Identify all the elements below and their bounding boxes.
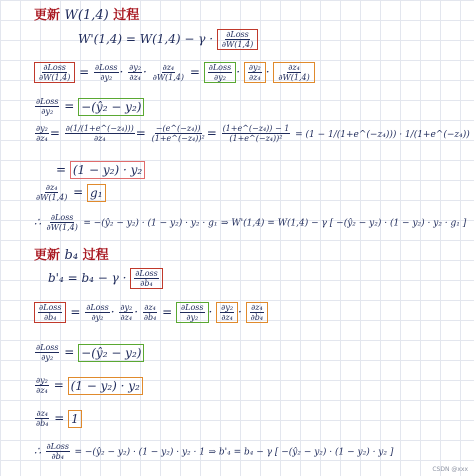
frac-den: ∂b₄ — [250, 313, 264, 322]
update-lhs: W'(1,4) = W(1,4) − γ · — [78, 32, 214, 46]
chain2-lhs-box — [34, 302, 66, 323]
frac-num: ∂Loss — [208, 63, 232, 72]
section2-heading-var: b₄ — [64, 248, 79, 263]
chain-term-2 — [128, 63, 142, 82]
frac-den: (1+e^(−z₄))² — [151, 134, 205, 143]
chain2-boxed-2 — [216, 302, 238, 323]
final-grad-frac — [46, 213, 79, 232]
frac-num: ∂y₂ — [36, 124, 48, 133]
frac-num: ∂Loss — [39, 303, 62, 312]
chain-lhs-box — [34, 62, 75, 83]
dloss-dy2-result: −(ŷ₂ − y₂) — [81, 345, 142, 360]
frac-den: ∂z₄ — [93, 134, 106, 143]
section2-heading-text: 更新 — [34, 248, 61, 263]
chain2-term-2 — [119, 303, 133, 322]
frac-den: ∂b₄ — [143, 313, 157, 322]
frac-den: ∂W(1,4) — [36, 193, 68, 202]
dz-dw-result: g₁ — [90, 185, 103, 200]
section1-heading-text: 更新 — [34, 8, 61, 23]
section2-heading — [34, 248, 109, 264]
dloss-dy-result-box — [78, 98, 144, 116]
final-grad-b-frac — [46, 442, 70, 461]
frac-num: ∂z₄ — [45, 183, 58, 192]
chain2-boxed-frac-3 — [250, 303, 264, 322]
equals: = — [162, 305, 173, 319]
dy-dz2-result: (1 − y₂) · y₂ — [70, 378, 140, 393]
chain-boxed-2 — [244, 62, 266, 83]
section1-dy-dz-result: = (1 − y₂) · y₂ — [56, 161, 145, 179]
frac-den: ∂b₄ — [140, 279, 153, 288]
chain2-lhs-frac — [38, 303, 62, 322]
frac-den: ∂b₄ — [51, 452, 64, 461]
frac-num: ∂Loss — [46, 442, 69, 451]
section1-final — [34, 213, 466, 232]
equals: = — [70, 305, 81, 319]
dy-dz-step1 — [65, 124, 135, 143]
chain-boxed-frac-2 — [248, 63, 262, 82]
chain-term-1 — [94, 63, 118, 82]
dy-dz2-frac — [35, 376, 49, 395]
frac-den: ∂z₄ — [120, 313, 133, 322]
dloss-dy-frac — [35, 97, 59, 116]
frac-num: ∂y₂ — [221, 303, 234, 312]
frac-num: ∂y₂ — [36, 376, 48, 385]
section2-heading-suffix: 过程 — [82, 248, 109, 263]
chain2-boxed-3 — [246, 302, 268, 323]
section2-dy-dz: $\frac{\text{∂y₂}}{\text{∂z₄}}$ = (1 − y₂) · y₂ — [34, 376, 143, 395]
frac-num: ∂Loss — [181, 303, 204, 312]
frac-num: ∂z₄ — [288, 63, 300, 72]
frac-den: ∂b₄ — [36, 419, 49, 428]
dloss-dy-result: −(ŷ₂ − y₂) — [81, 99, 142, 114]
final-update-2: ⇒ b'₄ = b₄ − γ [ −(ŷ₂ − y₂) · (1 − y₂) · y₂ ] — [208, 447, 394, 458]
dz-dw-frac — [35, 183, 68, 202]
dy-dz-frac — [35, 124, 49, 143]
chain2-boxed-frac-2 — [220, 303, 234, 322]
frac-num: ∂Loss — [135, 269, 158, 278]
frac-den: ∂W(1,4) — [221, 40, 254, 49]
frac-num: ∂Loss — [226, 30, 249, 39]
dy-dz-step4: = (1 − 1/(1+e^(−z₄))) · 1/(1+e^(−z₄)) — [295, 130, 470, 140]
frac-num: (1+e^(−z₄)) − 1 — [222, 124, 290, 133]
dy-dz-result-box — [70, 161, 145, 179]
therefore-symbol: ∴ — [34, 215, 41, 229]
frac-den: ∂y₂ — [100, 73, 113, 82]
dy-dz-step3 — [222, 124, 291, 143]
frac-den: ∂y₂ — [186, 313, 199, 322]
section2-chain-rule: ∂Loss ∂b₄ = ∂Loss ∂y₂ · $\frac{\text{∂y₂}}{\text{∂z₄}}$ · $\frac{\text{∂z₄}}{\text{∂b₄}}$ = ∂Loss ∂y₂ · $\frac{\text{∂y₂}}{\text{∂z₄}}$ · $\frac{\text{∂z₄}}{\text{∂b₄}}$ — [34, 302, 268, 323]
chain-boxed-1 — [204, 62, 236, 83]
loss-grad-w — [221, 30, 254, 49]
frac-num: ∂Loss — [95, 63, 118, 72]
frac-den: ∂y₂ — [41, 107, 54, 116]
frac-num: ∂z₄ — [36, 409, 49, 418]
chain-term-3 — [152, 63, 185, 82]
dz-db-frac — [35, 409, 49, 428]
final-update: ⇒ W'(1,4) = W(1,4) − γ [ −(ŷ₂ − y₂) · (1 − y₂) · y₂ · g₁ ] — [220, 218, 467, 229]
frac-num: ∂Loss — [36, 97, 59, 106]
final-rhs-2: = −(ŷ₂ − y₂) · (1 − y₂) · y₂ · 1 — [74, 447, 205, 458]
frac-num: −(e^(−z₄)) — [155, 124, 201, 133]
frac-den: ∂z₄ — [249, 73, 261, 82]
frac-num: ∂Loss — [43, 63, 66, 72]
frac-num: ∂Loss — [50, 213, 74, 222]
frac-num: ∂y₂ — [248, 63, 261, 72]
loss-grad-b-box — [130, 268, 162, 289]
frac-num: ∂Loss — [36, 343, 59, 352]
equals: = — [189, 65, 200, 79]
frac-den: ∂y₂ — [41, 353, 54, 362]
frac-den: ∂z₄ — [221, 313, 233, 322]
frac-num: ∂(1/(1+e^(−z₄))) — [65, 124, 134, 133]
dy-dz2-result-box — [68, 377, 143, 395]
frac-num: ∂z₄ — [144, 303, 156, 312]
frac-den: ∂W(1,4) — [46, 223, 78, 232]
frac-num: ∂y₂ — [120, 303, 133, 312]
frac-den: ∂b₄ — [44, 313, 57, 322]
frac-den: ∂y₂ — [214, 73, 226, 82]
dloss-dy2-result-box — [78, 344, 144, 362]
chain-boxed-3 — [273, 62, 314, 83]
frac-den: ∂W(1,4) — [152, 73, 185, 82]
watermark: CSDN @xxx — [432, 466, 468, 473]
chain2-boxed-frac-1 — [180, 303, 204, 322]
dz-dw-result-box — [87, 184, 106, 202]
section2-final — [34, 442, 393, 461]
frac-num: ∂z₄ — [251, 303, 263, 312]
section1-chain-rule: ∂Loss ∂W(1,4) = ∂Loss ∂y₂ · $\frac{\text{∂y₂}}{\text{∂z₄}}$ · $\frac{\text{∂z₄}}{\partial W(1,4)}$ = ∂Loss ∂y₂ · $\frac{\text{∂y₂}}{\text{∂z₄}}$ · $\frac{\text{∂z₄}}{\partial W(1,4)}$ — [34, 62, 315, 83]
section1-update-rule — [78, 29, 258, 50]
chain2-boxed-1 — [176, 302, 208, 323]
section1-heading-var: W(1,4) — [64, 8, 109, 23]
loss-grad-b — [134, 269, 158, 288]
update-lhs: b'₄ = b₄ − γ · — [48, 271, 127, 285]
frac-num: ∂y₂ — [129, 63, 142, 72]
therefore-symbol-2: ∴ — [34, 444, 41, 458]
dz-db-result-box — [68, 410, 82, 428]
chain2-term-3 — [143, 303, 157, 322]
chain-boxed-frac-3 — [277, 63, 310, 82]
frac-den: ∂y₂ — [91, 313, 104, 322]
section2-update-rule — [48, 268, 163, 289]
section1-heading — [34, 8, 139, 24]
frac-num: ∂z₄ — [162, 63, 175, 72]
loss-grad-w-box — [217, 29, 258, 50]
frac-den: ∂z₄ — [36, 134, 48, 143]
dy-dz-step2 — [151, 124, 206, 143]
chain-lhs-frac — [38, 63, 71, 82]
frac-den: ∂W(1,4) — [278, 73, 310, 82]
chain2-term-1 — [85, 303, 109, 322]
dloss-dy2-frac — [35, 343, 59, 362]
section2-dloss-dy: ∂Loss ∂y₂ = −(ŷ₂ − y₂) — [34, 343, 144, 362]
frac-num: ∂Loss — [86, 303, 109, 312]
dy-dz-result: (1 − y₂) · y₂ — [72, 163, 143, 177]
section2-dz-db: $\frac{\text{∂z₄}}{\text{∂b₄}}$ = 1 — [34, 409, 82, 428]
frac-den: ∂W(1,4) — [39, 73, 71, 82]
section1-dy-dz: $\frac{\text{∂y₂}}{\text{∂z₄}}$ = $\frac{\text{∂(1/(1+e\textasciicircum{}(−z₄)))}}{\text{∂z₄}}$ = $\frac{\text{−(e\textasciicircum{}(−z₄))}}{\text{(1+e\textasciicircum{}(−z₄))²}}$ = $\frac{\text{(1+e\textasciicircum{}(−z₄)) − 1}}{\text{(1+e\textasciicircum{}(−z₄))²}}$ = (1 − 1/(1+e^(−z₄))) · 1/(1+e^(−z₄)) — [36, 124, 470, 143]
section1-dz-dw: $\frac{\text{∂z₄}}{\partial W(1,4)}$ = g₁ — [34, 183, 106, 202]
dz-db-result: 1 — [71, 411, 79, 426]
equals: = — [79, 65, 90, 79]
chain-boxed-frac-1 — [208, 63, 232, 82]
frac-den: ∂z₄ — [129, 73, 141, 82]
section1-dloss-dy: ∂Loss ∂y₂ = −(ŷ₂ − y₂) — [34, 97, 144, 116]
frac-den: ∂z₄ — [36, 386, 48, 395]
section1-heading-suffix: 过程 — [113, 8, 140, 23]
frac-den: (1+e^(−z₄))² — [229, 134, 283, 143]
final-rhs: = −(ŷ₂ − y₂) · (1 − y₂) · y₂ · g₁ — [83, 218, 218, 229]
